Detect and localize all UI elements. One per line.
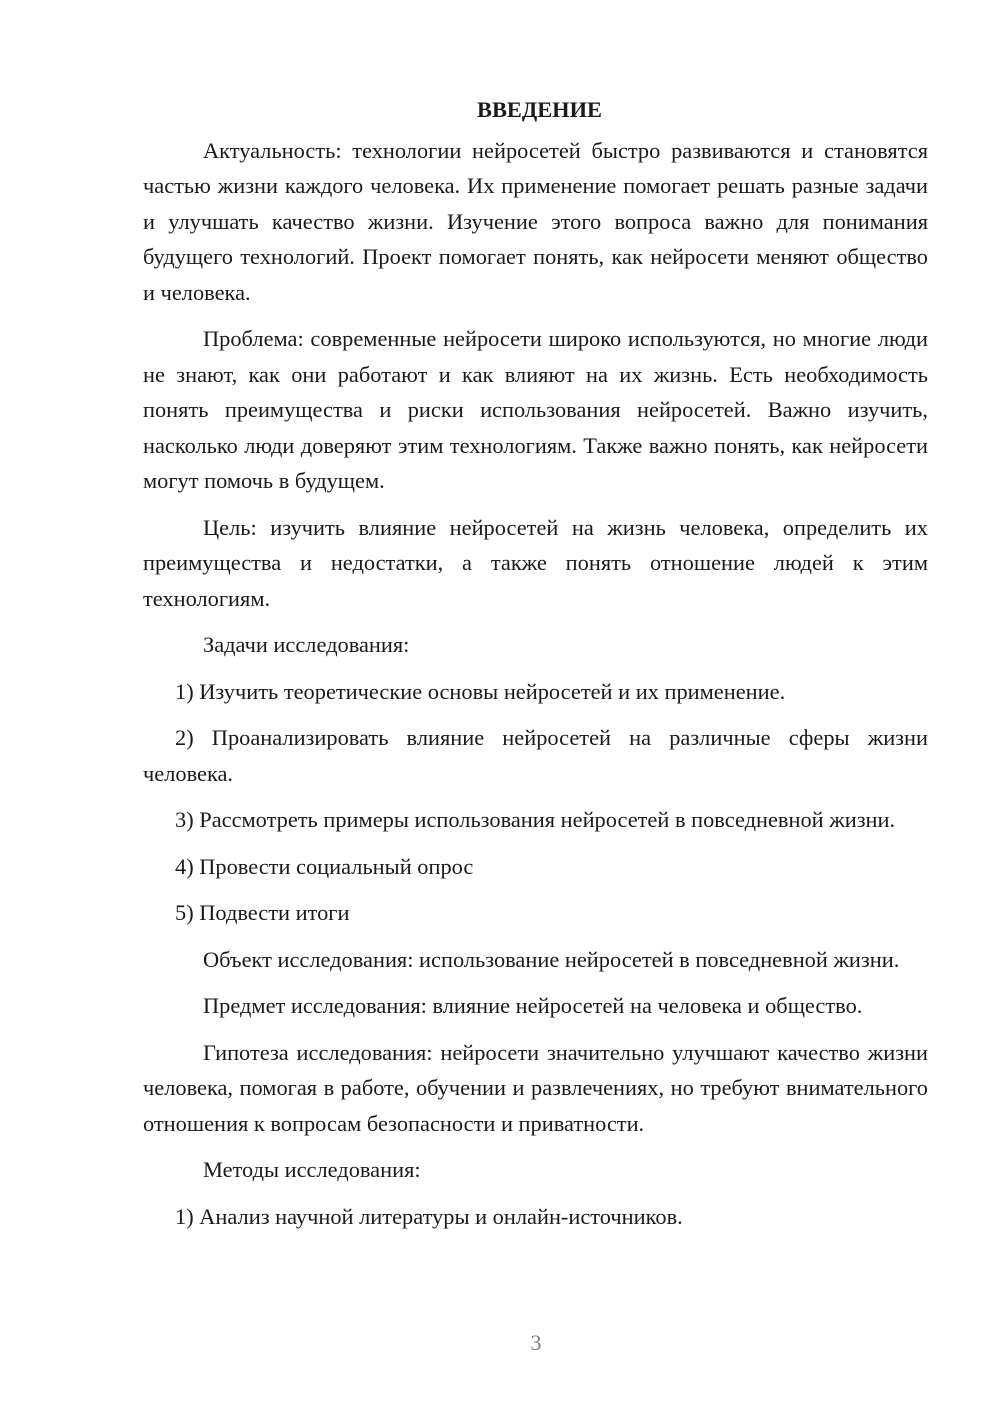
page-content [143, 92, 928, 1245]
task-item-4: 4) Провести социальный опрос [175, 853, 474, 879]
task-item-2: 2) Проанализировать влияние нейросетей на различные сферы жизни человека. [143, 725, 928, 786]
page-number: 3 [530, 1330, 542, 1355]
task-item-3: 3) Рассмотреть примеры использования нейросетей в повседневной жизни. [175, 807, 896, 832]
paragraph-hypothesis: Гипотеза исследования: нейросети значительно улучшают качество жизни человека, помогая в работе, обучении и развлечениях, но требуют внимательного отношения к вопросам безопасности и приватности. [143, 1039, 928, 1136]
paragraph-subject: Предмет исследования: влияние нейросетей на человека и общество. [203, 993, 863, 1018]
task-item-1: 1) Изучить теоретические основы нейросетей и их применение. [175, 678, 786, 704]
paragraph-relevance: Актуальность: технологии нейросетей быстро развиваются и становятся частью жизни каждого человека. Их применение помогает решать разные задачи и улучшать качество жизни. Изучение этого вопроса важно для понимания будущего технологий. Проект помогает понять, как нейросети меняют общество и человека. [143, 137, 928, 305]
tasks-title: Задачи исследования: [203, 632, 410, 657]
paragraph-problem: Проблема: современные нейросети широко используются, но многие люди не знают, как они работают и как влияют на их жизнь. Есть необходимость понять преимущества и риски использования нейросетей. Важно изучить, насколько люди доверяют этим технологиям. Также важно понять, как нейросети могут помочь в будущем. [143, 326, 928, 493]
paragraph-goal: Цель: изучить влияние нейросетей на жизнь человека, определить их преимущества и недостатки, а также понять отношение людей к этим технологиям. [143, 514, 928, 611]
methods-title: Методы исследования: [203, 1157, 421, 1182]
method-item-1: 1) Анализ научной литературы и онлайн-источников. [175, 1203, 683, 1229]
paragraph-object: Объект исследования: использование нейросетей в повседневной жизни. [203, 946, 900, 972]
section-heading: ВВЕДЕНИЕ [477, 97, 602, 122]
task-item-5: 5) Подвести итоги [175, 900, 350, 925]
